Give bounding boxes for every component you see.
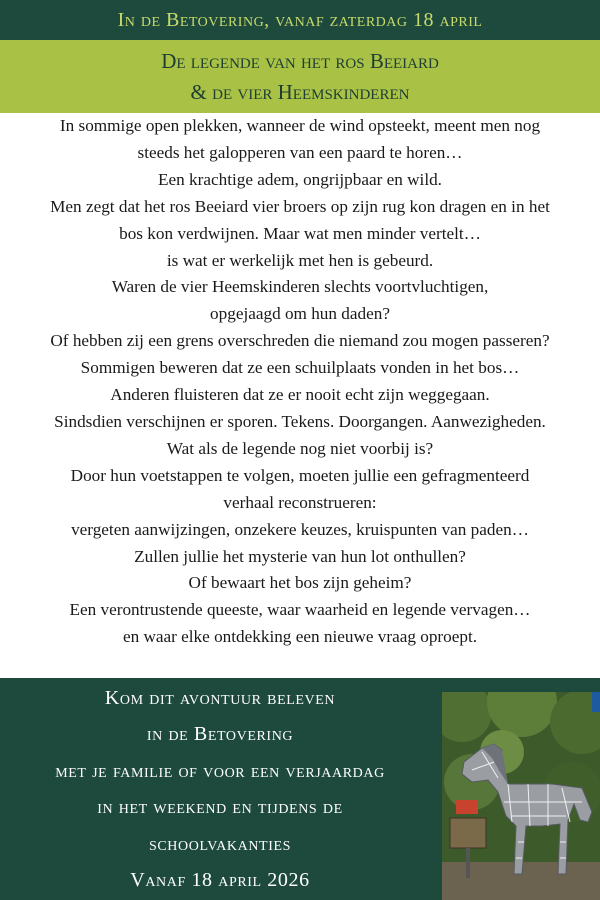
- story-line: vergeten aanwijzingen, onzekere keuzes, kruispunten van paden…: [71, 519, 529, 539]
- title-line-2: & de vier Heemskinderen: [190, 79, 410, 104]
- story-line: Of bewaart het bos zijn geheim?: [188, 573, 412, 593]
- cta-line: Kom dit avontuur beleven: [104, 686, 336, 709]
- story-line: Sindsdien verschijnen er sporen. Tekens. Doorgangen. Aanwezigheden.: [54, 411, 546, 431]
- story-text: [0, 113, 600, 678]
- story-line: Zullen jullie het mysterie van hun lot onthullen?: [134, 546, 466, 566]
- story-line: Wat als de legende nog niet voorbij is?: [166, 438, 434, 458]
- story-line: Of hebben zij een grens overschreden die niemand zou mogen passeren?: [50, 331, 550, 351]
- horse-statue-illustration: [442, 692, 600, 900]
- cta-line: in het weekend en tijdens de: [97, 796, 343, 818]
- story-line: bos kon verdwijnen. Maar wat men minder vertelt…: [119, 223, 481, 243]
- cta-line: in de Betovering: [146, 723, 294, 745]
- cta-line: met je familie of voor een verjaardag: [55, 759, 385, 782]
- story-line: en waar elke ontdekking een nieuwe vraag oproept.: [122, 627, 478, 647]
- story-line: opgejaagd om hun daden?: [210, 304, 390, 324]
- bottom-section: [0, 678, 600, 900]
- cta-line: Vanaf 18 april 2026: [130, 869, 310, 891]
- cta-line: schoolvakanties: [148, 832, 292, 855]
- story-line: Anderen fluisteren dat ze er nooit echt zijn weggegaan.: [110, 385, 490, 405]
- story-line: Door hun voetstappen te volgen, moeten jullie een gefragmenteerd: [70, 465, 530, 485]
- title-line-1: De legende van het ros Beeiard: [161, 48, 439, 73]
- story-line: In sommige open plekken, wanneer de wind opsteekt, meent men nog: [59, 116, 541, 135]
- story-line: verhaal reconstrueren:: [223, 492, 377, 512]
- story-line: Een krachtige adem, ongrijpbaar en wild.: [158, 169, 442, 189]
- title-band: [0, 40, 600, 113]
- call-to-action: [0, 678, 440, 900]
- top-banner: [0, 0, 600, 40]
- story-line: Een verontrustende queeste, waar waarheid en legende vervagen…: [69, 600, 531, 620]
- story-line: Sommigen beweren dat ze een schuilplaats vonden in het bos…: [80, 358, 520, 378]
- story-line: Men zegt dat het ros Beeiard vier broers op zijn rug kon dragen en in het: [50, 196, 550, 216]
- story-line: is wat er werkelijk met hen is gebeurd.: [166, 250, 434, 270]
- horse-statue-photo: [442, 692, 600, 900]
- story-line: steeds het galopperen van een paard te horen…: [137, 142, 463, 162]
- banner-text: In de Betovering, vanaf zaterdag 18 april: [117, 8, 483, 31]
- story-line: Waren de vier Heemskinderen slechts voortvluchtigen,: [111, 277, 489, 297]
